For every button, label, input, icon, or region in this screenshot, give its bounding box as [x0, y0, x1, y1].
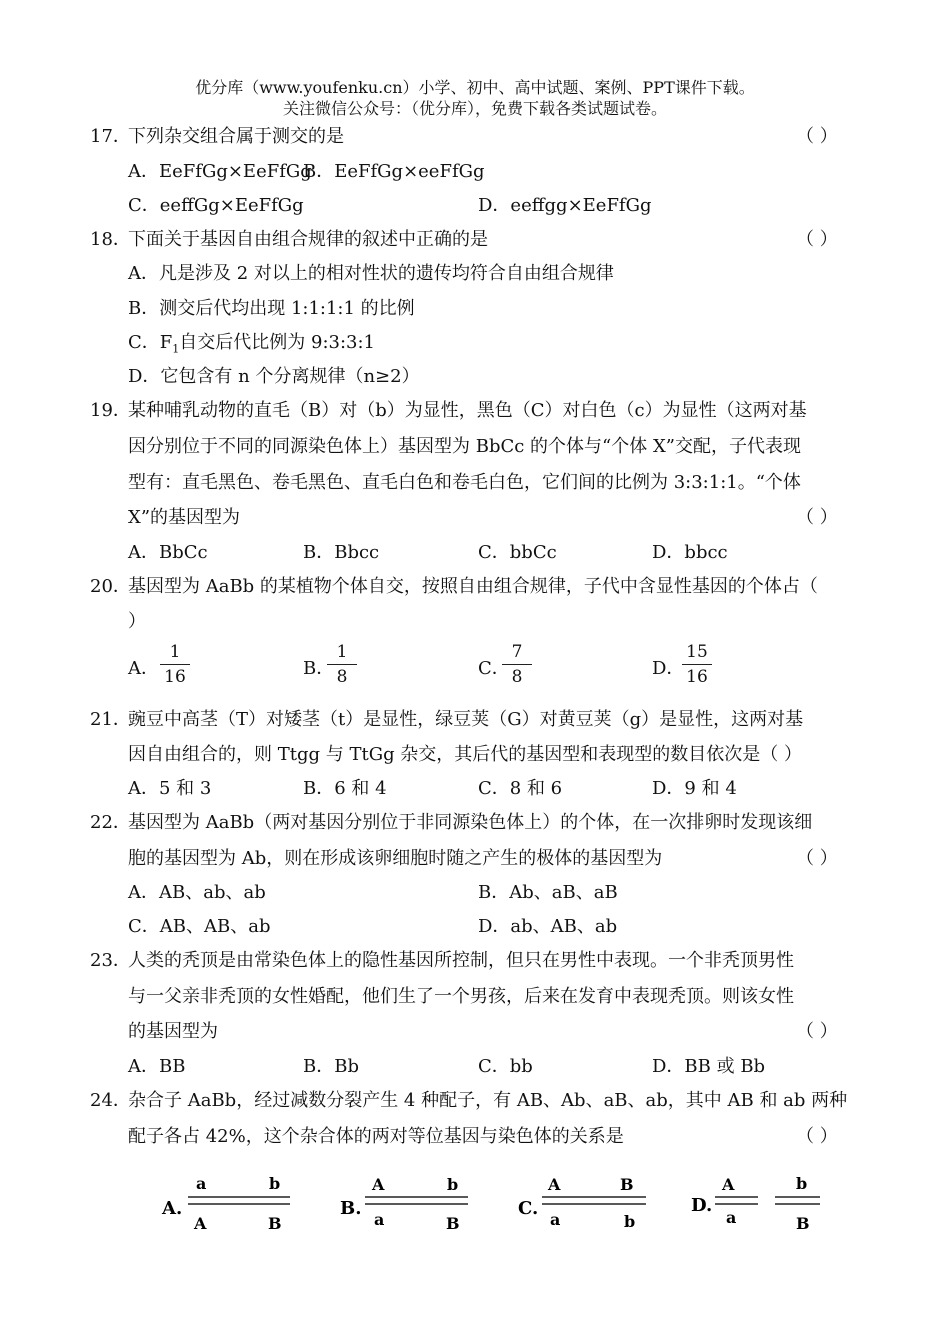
- q23-stem-line-1: 人类的秃顶是由常染色体上的隐性基因所控制，但只在男性中表现。一个非秃顶男性: [128, 950, 794, 971]
- q18-option-a: A．凡是涉及 2 对以上的相对性状的遗传均符合自由组合规律: [128, 263, 614, 284]
- q20-option-b-fraction: [327, 641, 357, 688]
- q18-option-c: [128, 328, 375, 356]
- allele-bottom-1: a: [550, 1210, 561, 1229]
- fraction-denominator: 8: [336, 667, 348, 687]
- diagram-a-label: A.: [162, 1198, 183, 1219]
- fraction-bar: [160, 664, 190, 665]
- q20-option-a-fraction: [160, 641, 190, 688]
- q19-option-a: A．BbCc: [128, 542, 208, 563]
- q22-option-c: C．AB、AB、ab: [128, 916, 271, 937]
- allele-bottom-2: b: [624, 1212, 636, 1231]
- q19-option-d: D．bbcc: [652, 542, 728, 563]
- q21-option-b: B．6 和 4: [303, 778, 387, 799]
- chromosome-diagrams: [150, 1168, 840, 1238]
- allele-bottom-1: a: [374, 1210, 385, 1229]
- q20-stem-line-2: ）: [128, 611, 146, 632]
- q22-answer-blank: （ ）: [796, 848, 838, 869]
- q23-option-a: A．BB: [128, 1056, 186, 1077]
- header-line-2: 关注微信公众号：（优分库），免费下载各类试题试卷。: [282, 99, 667, 118]
- fraction-denominator: 8: [511, 667, 523, 687]
- allele-bottom-1: A: [194, 1214, 207, 1233]
- q23-option-d: D．BB 或 Bb: [652, 1056, 766, 1077]
- q22-option-b: B．Ab、aB、aB: [478, 882, 618, 903]
- q18-option-d: D．它包含有 n 个分离规律（n≥2）: [128, 366, 420, 387]
- fraction-bar: [502, 664, 532, 665]
- q20-option-d-fraction: [682, 641, 712, 688]
- diagram-d-label: D.: [691, 1195, 713, 1216]
- q24-stem-line-2: 配子各占 42%，这个杂合体的两对等位基因与染色体的关系是: [128, 1126, 624, 1147]
- q19-stem-line-1: 某种哺乳动物的直毛（B）对（b）为显性，黑色（C）对白色（c）为显性（这两对基: [128, 400, 807, 421]
- q21-stem-line-1: 豌豆中高茎（T）对矮茎（t）是显性，绿豆荚（G）对黄豆荚（g）是显性，这两对基: [128, 709, 804, 730]
- q24-answer-blank: （ ）: [796, 1126, 838, 1147]
- q21-option-d: D．9 和 4: [652, 778, 737, 799]
- diagram-b: [340, 1175, 468, 1233]
- diagram-a: [161, 1174, 290, 1233]
- allele-bottom-1: a: [726, 1208, 737, 1227]
- q19-answer-blank: （ ）: [796, 507, 838, 528]
- q19-number: 19．: [90, 400, 131, 421]
- q17-option-a: A．EeFfGg×EeFfGg: [128, 161, 312, 182]
- allele-top-2: B: [620, 1175, 634, 1194]
- q22-stem-line-2: 胞的基因型为 Ab，则在形成该卵细胞时随之产生的极体的基因型为: [128, 848, 663, 869]
- allele-bottom-2: B: [268, 1214, 282, 1233]
- diagram-c-label: C.: [518, 1198, 539, 1219]
- fraction-bar: [682, 664, 712, 665]
- q23-stem-line-2: 与一父亲非秃顶的女性婚配，他们生了一个男孩，后来在发育中表现秃顶。则该女性: [128, 986, 794, 1007]
- q21-option-c: C．8 和 6: [478, 778, 563, 799]
- q18-option-b: B．测交后代均出现 1:1:1:1 的比例: [128, 298, 415, 319]
- q19-stem-line-4: X”的基因型为: [128, 507, 241, 528]
- q21-number: 21．: [90, 709, 131, 730]
- q18-stem: 下面关于基因自由组合规律的叙述中正确的是: [128, 229, 488, 250]
- allele-top-2: b: [796, 1174, 808, 1193]
- q19-option-b: B．Bbcc: [303, 542, 380, 563]
- allele-top-1: A: [722, 1175, 735, 1194]
- q17-option-b: B．EeFfGg×eeFfGg: [303, 161, 485, 182]
- q20-option-b-label: B．: [303, 658, 335, 679]
- q17-option-d: D．eeffgg×EeFfGg: [478, 195, 652, 216]
- q18-answer-blank: （ ）: [796, 229, 838, 250]
- q22-stem-line-1: 基因型为 AaBb（两对基因分别位于非同源染色体上）的个体，在一次排卵时发现该细: [128, 812, 813, 833]
- diagram-c: [518, 1175, 646, 1231]
- q18-number: 18．: [90, 229, 131, 250]
- q17-stem: 下列杂交组合属于测交的是: [128, 126, 344, 147]
- allele-top-2: b: [447, 1175, 459, 1194]
- q22-option-d: D．ab、AB、ab: [478, 916, 618, 937]
- q20-option-c-label: C．: [478, 658, 510, 679]
- q23-stem-line-3: 的基因型为: [128, 1021, 218, 1042]
- header-line-1: 优分库（www.youfenku.cn）小学、初中、高中试题、案例、PPT课件下载。: [195, 78, 755, 97]
- q18-option-c-prefix: C．F: [128, 332, 173, 353]
- fraction-numerator: 1: [169, 642, 181, 662]
- q17-answer-blank: （ ）: [796, 126, 838, 147]
- allele-bottom-2: B: [446, 1214, 460, 1233]
- allele-top-2: b: [269, 1174, 281, 1193]
- q23-option-c: C．bb: [478, 1056, 533, 1077]
- q21-stem-line-2: 因自由组合的，则 Ttgg 与 TtGg 杂交，其后代的基因型和表现型的数目依次是（ ）: [128, 744, 803, 765]
- q23-answer-blank: （ ）: [796, 1021, 838, 1042]
- fraction-numerator: 15: [686, 642, 708, 662]
- q23-number: 23．: [90, 950, 131, 971]
- allele-top-1: A: [372, 1175, 385, 1194]
- q22-number: 22．: [90, 812, 131, 833]
- q20-number: 20．: [90, 576, 131, 597]
- allele-top-1: a: [196, 1174, 207, 1193]
- q18-option-c-subscript: 1: [172, 342, 180, 356]
- q20-option-d-label: D．: [652, 658, 685, 679]
- fraction-numerator: 1: [336, 642, 348, 662]
- diagram-d: [691, 1174, 820, 1233]
- fraction-denominator: 16: [164, 667, 186, 687]
- q18-option-c-text: 自交后代比例为 9:3:3:1: [179, 332, 375, 353]
- q22-option-a: A．AB、ab、ab: [128, 882, 266, 903]
- q24-stem-line-1: 杂合子 AaBb，经过减数分裂产生 4 种配子，有 AB、Ab、aB、ab，其中 AB 和 ab 两种: [128, 1090, 848, 1111]
- q19-option-c: C．bbCc: [478, 542, 557, 563]
- allele-top-1: A: [548, 1175, 561, 1194]
- q17-number: 17．: [90, 126, 131, 147]
- fraction-numerator: 7: [511, 642, 523, 662]
- q19-stem-line-3: 型有：直毛黑色、卷毛黑色、直毛白色和卷毛白色，它们间的比例为 3:3:1:1。“个体: [128, 472, 801, 493]
- fraction-bar: [327, 664, 357, 665]
- q23-option-b: B．Bb: [303, 1056, 359, 1077]
- q19-stem-line-2: 因分别位于不同的同源染色体上）基因型为 BbCc 的个体与“个体 X”交配，子代表现: [128, 436, 801, 457]
- q17-option-c: C．eeffGg×EeFfGg: [128, 195, 304, 216]
- q20-stem-line-1: 基因型为 AaBb 的某植物个体自交，按照自由组合规律，子代中含显性基因的个体占（: [128, 576, 818, 597]
- q20-option-c-fraction: [502, 641, 532, 688]
- q24-number: 24．: [90, 1090, 131, 1111]
- q20-option-a-label: A．: [128, 658, 159, 679]
- fraction-denominator: 16: [686, 667, 708, 687]
- allele-bottom-2: B: [796, 1214, 810, 1233]
- q21-option-a: A．5 和 3: [128, 778, 212, 799]
- diagram-b-label: B.: [340, 1198, 362, 1219]
